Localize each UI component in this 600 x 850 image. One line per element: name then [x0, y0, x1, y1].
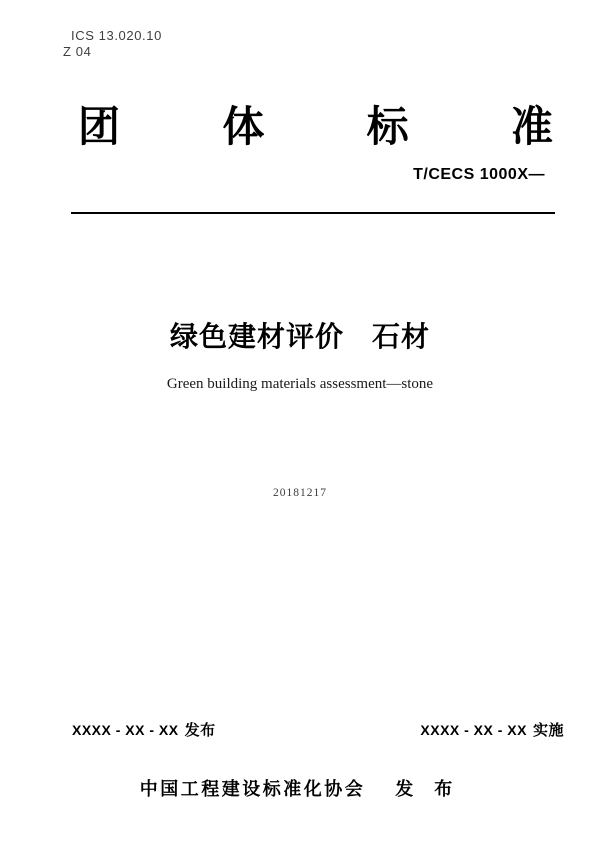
- title-chinese-sub: 石材: [372, 321, 431, 352]
- title-chinese-main: 绿色建材评价: [169, 321, 344, 352]
- standard-number: T/CECS 1000X—: [413, 166, 545, 183]
- implementation-date-line: [420, 719, 564, 740]
- title-english: Green building materials assessment—stone: [166, 376, 434, 392]
- implementation-date: XXXX - XX - XX: [420, 722, 527, 738]
- standard-type-char: 标: [366, 103, 409, 150]
- implementation-label: 实施: [532, 722, 564, 739]
- standard-type-heading: [78, 103, 553, 150]
- header-divider: [71, 212, 555, 214]
- publisher-line: [0, 775, 600, 801]
- issue-label: 发布: [184, 722, 216, 739]
- publisher-name: 中国工程建设标准化协会: [139, 779, 366, 799]
- issue-date-line: [72, 719, 216, 740]
- publish-action-label: 发 布: [395, 779, 461, 799]
- issue-date: XXXX - XX - XX: [72, 722, 179, 738]
- ccs-code: Z 04: [63, 44, 92, 59]
- standard-type-char: 团: [78, 103, 121, 150]
- standard-type-char: 准: [510, 103, 553, 150]
- ics-code: ICS 13.020.10: [71, 28, 162, 43]
- draft-date: 20181217: [273, 487, 327, 499]
- title-chinese: [0, 320, 600, 354]
- standard-type-char: 体: [222, 103, 265, 150]
